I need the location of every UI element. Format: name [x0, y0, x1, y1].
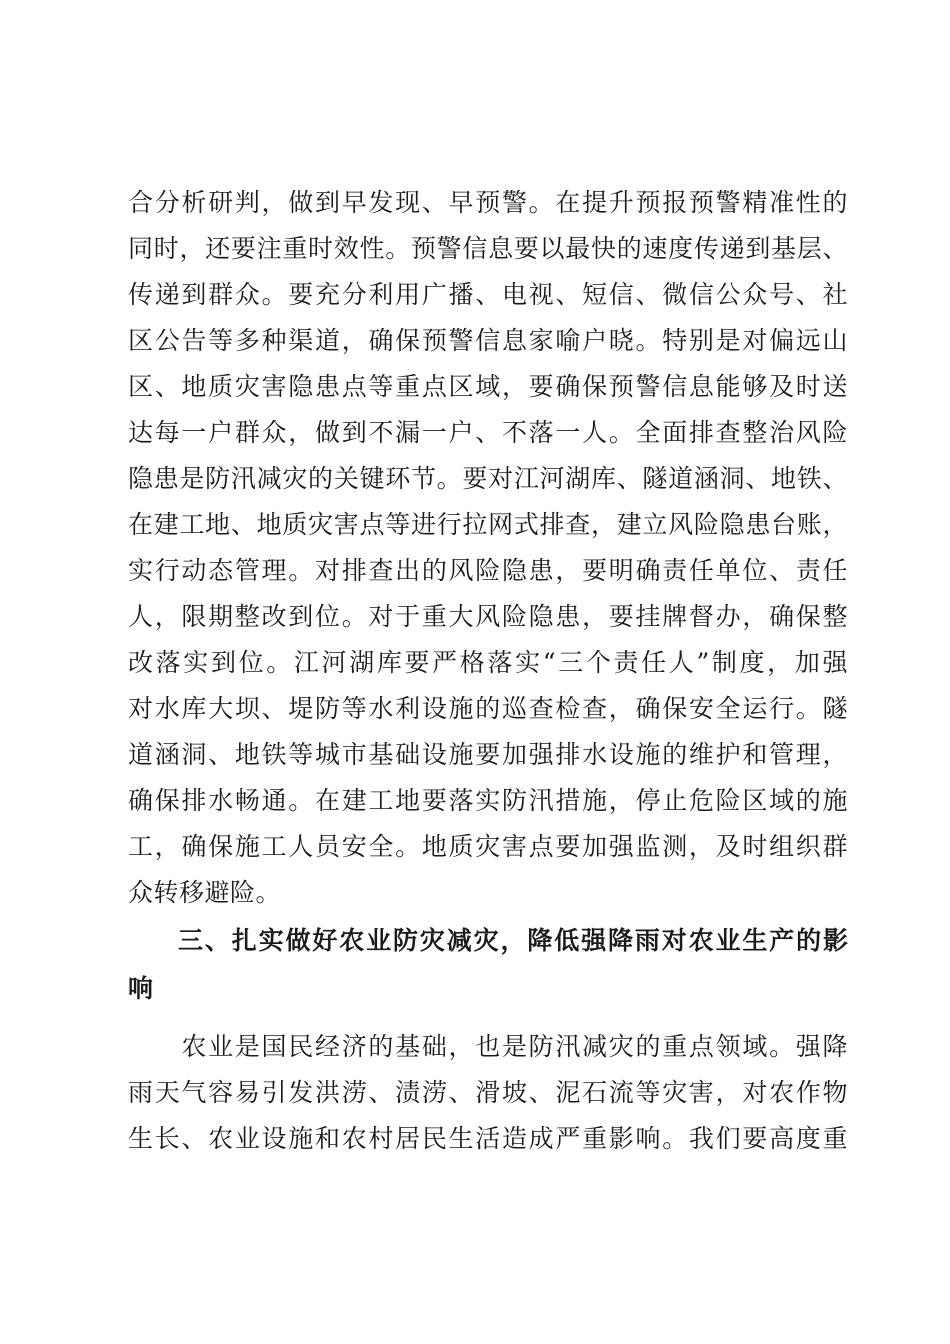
- body-line: 改落实到位。江河湖库要严格落实“三个责任人”制度，加强: [128, 648, 848, 677]
- section-body-line: 雨天气容易引发洪涝、渍涝、滑坡、泥石流等灾害，对农作物: [128, 1078, 848, 1107]
- body-line: 合分析研判，做到早发现、早预警。在提升预报预警精准性的: [128, 188, 848, 217]
- body-line: 道涵洞、地铁等城市基础设施要加强排水设施的维护和管理，: [128, 740, 848, 769]
- body-line: 人，限期整改到位。对于重大风险隐患，要挂牌督办，确保整: [128, 602, 848, 631]
- body-line: 在建工地、地质灾害点等进行拉网式排查，建立风险隐患台账，: [128, 510, 848, 539]
- section-heading: 三、扎实做好农业防灾减灾，降低强降雨对农业生产的影: [178, 926, 848, 955]
- body-line: 众转移避险。: [128, 878, 282, 907]
- body-line: 达每一户群众，做到不漏一户、不落一人。全面排查整治风险: [128, 418, 848, 447]
- section-body-line: 生长、农业设施和农村居民生活造成严重影响。我们要高度重: [128, 1124, 848, 1153]
- body-line: 区公告等多种渠道，确保预警信息家喻户晓。特别是对偏远山: [128, 326, 848, 355]
- body-line: 同时，还要注重时效性。预警信息要以最快的速度传递到基层、: [128, 234, 848, 263]
- body-line: 工，确保施工人员安全。地质灾害点要加强监测，及时组织群: [128, 832, 848, 861]
- body-line: 实行动态管理。对排查出的风险隐患，要明确责任单位、责任: [128, 556, 848, 585]
- body-line: 对水库大坝、堤防等水利设施的巡查检查，确保安全运行。隧: [128, 694, 848, 723]
- body-line: 确保排水畅通。在建工地要落实防汛措施，停止危险区域的施: [128, 786, 848, 815]
- section-body-line: 农业是国民经济的基础，也是防汛减灾的重点领域。强降: [128, 1032, 848, 1061]
- section-heading-continuation: 响: [128, 974, 154, 1003]
- body-line: 传递到群众。要充分利用广播、电视、短信、微信公众号、社: [128, 280, 848, 309]
- body-line: 隐患是防汛减灾的关键环节。要对江河湖库、隧道涵洞、地铁、: [128, 464, 848, 493]
- body-line: 区、地质灾害隐患点等重点区域，要确保预警信息能够及时送: [128, 372, 848, 401]
